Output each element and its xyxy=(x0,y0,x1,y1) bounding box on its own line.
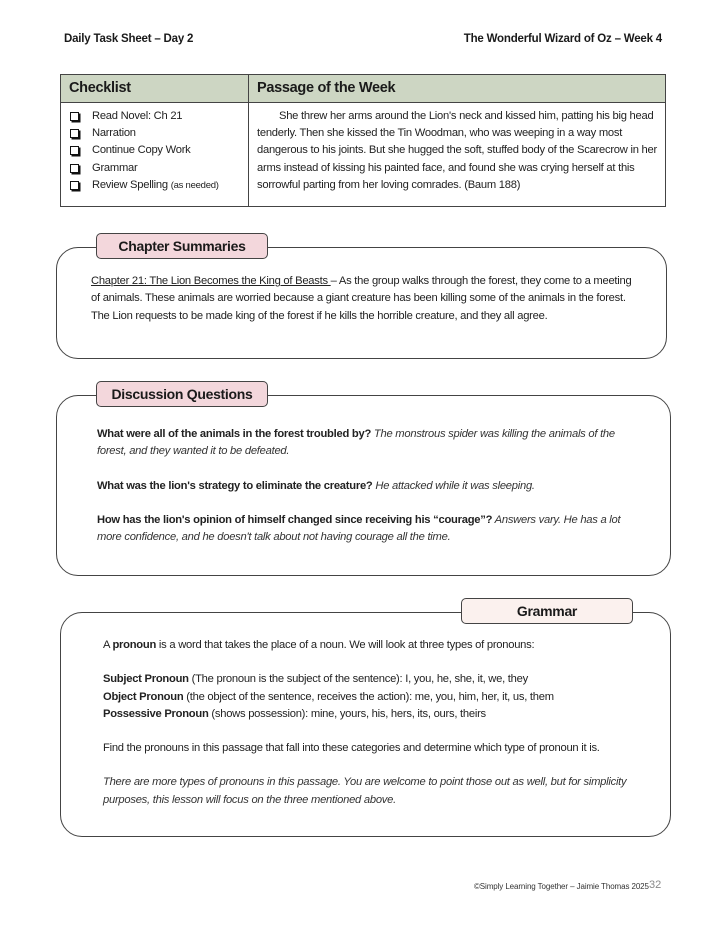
checklist-item-label: Read Novel: Ch 21 xyxy=(92,110,183,122)
checklist-item-label: Review Spelling xyxy=(92,178,168,191)
answer: The monstrous spider was killing the animals of the forest, and they wanted it to be defeated. xyxy=(97,428,615,458)
question: What were all of the animals in the forest troubled by? xyxy=(97,428,372,440)
checkbox-icon[interactable] xyxy=(70,129,79,138)
checkbox-icon[interactable] xyxy=(70,146,79,155)
pronoun-type: Possessive Pronoun (shows possession): mine, yours, his, hers, its, ours, theirs xyxy=(103,707,486,720)
grammar-intro: A pronoun is a word that takes the place of a noun. We will look at three types of pronouns: xyxy=(103,639,535,651)
grammar-title: Grammar xyxy=(461,598,633,624)
checkbox-icon[interactable] xyxy=(70,164,79,173)
checklist-item[interactable] xyxy=(67,108,242,125)
answer: Answers vary. He has a lot more confidence, and he doesn't talk about not having courage all the time. xyxy=(97,513,621,544)
pronoun-type: Object Pronoun (the object of the sentence, receives the action): me, you, him, her, it, us, them xyxy=(103,690,554,703)
checkbox-icon[interactable] xyxy=(70,181,79,190)
discussion-questions-list xyxy=(97,426,632,546)
checklist-header: Checklist xyxy=(61,75,249,103)
checkbox-icon[interactable] xyxy=(70,112,79,121)
pronoun-term: pronoun xyxy=(112,639,157,651)
discussion-item xyxy=(97,478,632,495)
checklist-item[interactable] xyxy=(67,177,242,194)
chapter-title: Chapter 21: The Lion Becomes the King of Beasts xyxy=(91,275,331,287)
passage-header: Passage of the Week xyxy=(249,75,665,103)
page-number: 32 xyxy=(649,879,662,891)
question: What was the lion's strategy to eliminate the creature? xyxy=(97,479,373,492)
chapter-summaries-title: Chapter Summaries xyxy=(96,233,268,259)
checklist-passage-table xyxy=(60,74,666,207)
question: How has the lion's opinion of himself changed since receiving his “courage”? xyxy=(97,513,493,526)
grammar-content xyxy=(103,637,648,809)
checklist-item-note: (as needed) xyxy=(170,179,219,191)
discussion-item xyxy=(97,512,632,547)
checklist-item[interactable] xyxy=(67,142,242,159)
sheet-title: Daily Task Sheet – Day 2 xyxy=(64,33,194,45)
passage-cell xyxy=(249,103,665,206)
book-week-title: The Wonderful Wizard of Oz – Week 4 xyxy=(463,33,662,45)
checklist-item[interactable] xyxy=(67,125,242,142)
pronoun-type: Subject Pronoun (The pronoun is the subject of the sentence): I, you, he, she, it, we, they xyxy=(103,673,528,686)
chapter-summary xyxy=(91,273,636,325)
chapter-summary-text: – As the group walks through the forest, they come to a meeting of animals. These animals are worried because a giant creature has been killing some of the animals in the forest. The Lion requests to be made king of the forest if he kills the horrible creature, and they all agree. xyxy=(91,275,632,322)
checklist xyxy=(61,103,249,206)
checklist-item-label: Grammar xyxy=(92,161,138,174)
discussion-questions-title: Discussion Questions xyxy=(96,381,268,407)
checklist-item-label: Continue Copy Work xyxy=(92,144,191,157)
discussion-item xyxy=(97,426,632,461)
grammar-instruction: Find the pronouns in this passage that fall into these categories and determine which type of pronoun it is. xyxy=(103,742,600,755)
checklist-item[interactable] xyxy=(67,160,242,177)
answer: He attacked while it was sleeping. xyxy=(372,479,535,492)
copyright: ©Simply Learning Together – Jaimie Thomas 2025 xyxy=(474,882,649,891)
checklist-item-label: Narration xyxy=(92,127,136,140)
passage-text: She threw her arms around the Lion's neck and kissed him, patting his big head tenderly. Then she kissed the Tin Woodman, who was weeping in a way most dangerous to his joints. But she hugged the soft, stuffed body of the Scarecrow in her arms instead of kissing his painted face, and found she was crying herself at this sorrowful parting from her loving comrades. (Baum 188) xyxy=(257,110,657,191)
grammar-note: There are more types of pronouns in this passage. You are welcome to point those out as well, but for simplicity purposes, this lesson will focus on the three mentioned above. xyxy=(103,776,627,806)
